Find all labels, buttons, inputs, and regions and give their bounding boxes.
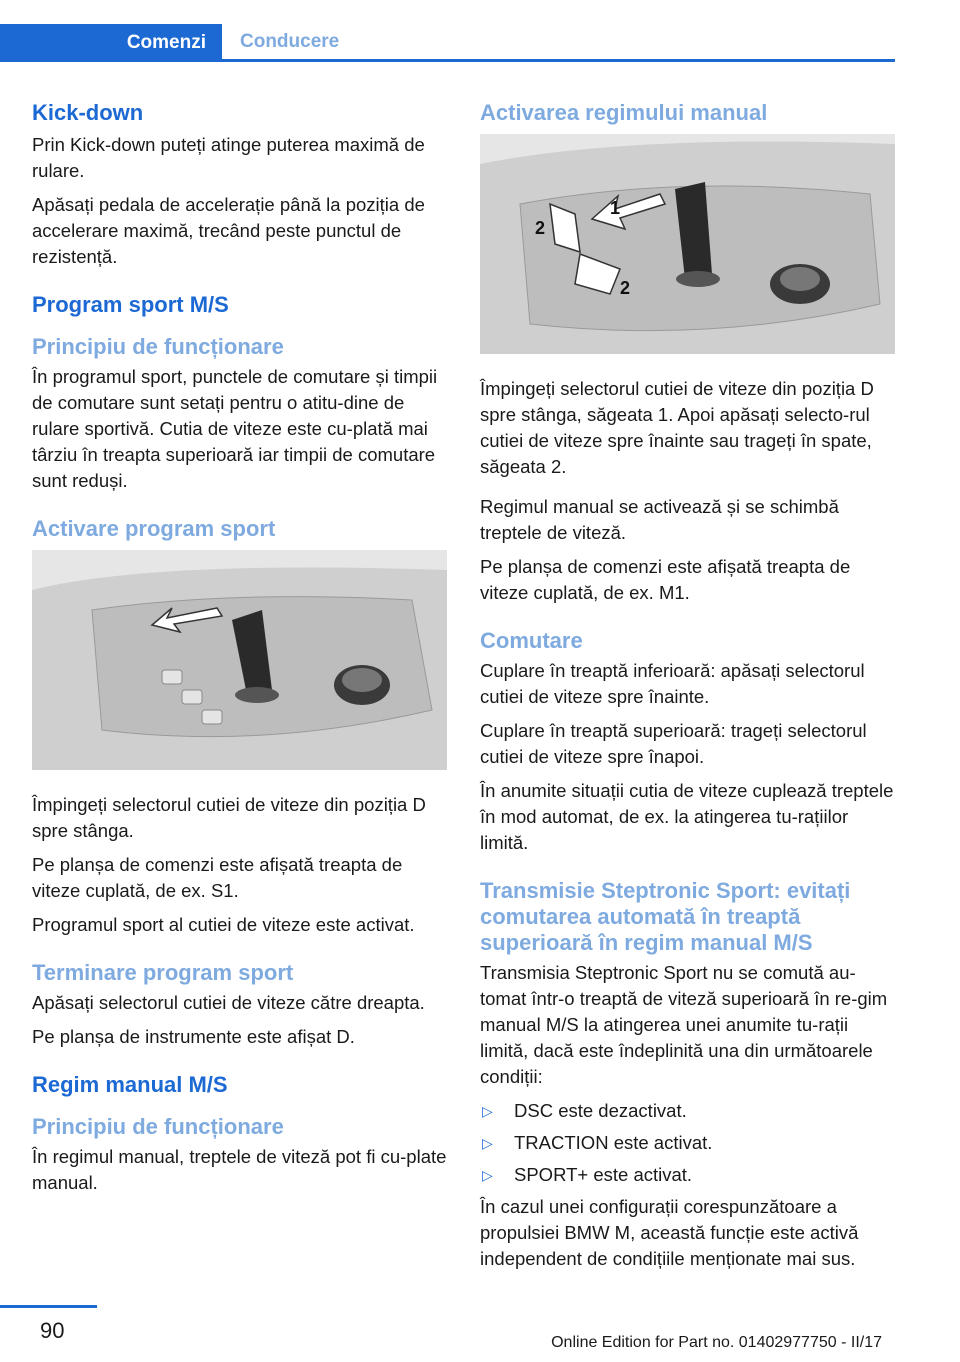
sport-activate-text-1: Împingeți selectorul cutiei de viteze din poziția D spre stânga.: [32, 794, 426, 841]
kickdown-text-2: Apăsați pedala de accelerație până la poziția de accelerare maximă, trecând peste punctul de rezistență.: [32, 194, 425, 267]
triangle-bullet-icon: ▷: [482, 1103, 493, 1119]
shift-heading: Comutare: [480, 628, 583, 653]
manual-principle-text: În regimul manual, treptele de viteză pot fi cu-plate manual.: [32, 1146, 447, 1193]
manual-activate-text-3: Pe planșa de comenzi este afișată treapta de viteze cuplată, de ex. M1.: [480, 556, 851, 603]
list-item-text: SPORT+ este activat.: [514, 1164, 693, 1185]
list-item-text: TRACTION este activat.: [514, 1132, 713, 1153]
page-number: 90: [40, 1318, 65, 1343]
list-item-text: DSC este dezactivat.: [514, 1100, 687, 1121]
gear-selector-manual-image: [480, 134, 895, 354]
sport-activate-text-2: Pe planșa de comenzi este afișată treapta de viteze cuplată, de ex. S1.: [32, 854, 403, 901]
header-rule: [0, 59, 895, 62]
manual-activate-text-1: Împingeți selectorul cutiei de viteze din poziția D spre stânga, săgeata 1. Apoi apăsați selecto-rul cutiei de viteze spre înainte sau trageți în spate, săgeata 2.: [480, 378, 874, 477]
conditions-list: [480, 1098, 897, 1188]
edition-text: Online Edition for Part no. 01402977750 - II/17: [551, 1334, 882, 1351]
sport-heading: Program sport M/S: [32, 292, 229, 317]
manual-principle-heading: Principiu de funcționare: [32, 1114, 284, 1139]
list-item: [480, 1098, 897, 1124]
header-tabs: [0, 24, 895, 62]
arrow-label-2a: 2: [535, 218, 546, 238]
shift-text-2: Cuplare în treaptă superioară: trageți selectorul cutiei de viteze spre înapoi.: [480, 720, 867, 767]
footer-rule: [0, 1305, 97, 1308]
sport-principle-text: În programul sport, punctele de comutare și timpii de comutare sunt setați pentru o atitu-dine de rulare sportivă. Cutia de viteze este cu-plată mai târziu în treapta superioară iar timpii de comutare sunt reduși.: [32, 366, 438, 491]
arrow-label-2b: 2: [620, 278, 631, 298]
manual-activate-heading: Activarea regimului manual: [480, 100, 768, 125]
gear-selector-sport-image: [32, 550, 447, 770]
sport-end-text-1: Apăsați selectorul cutiei de viteze către dreapta.: [32, 992, 425, 1013]
shift-text-3: În anumite situații cutia de viteze cuplează treptele în mod automat, de ex. la atingerea tu-rațiilor limită.: [480, 780, 894, 853]
triangle-bullet-icon: ▷: [482, 1167, 493, 1183]
arrow-label-1: 1: [610, 198, 621, 218]
triangle-bullet-icon: ▷: [482, 1135, 493, 1151]
list-item: [480, 1162, 897, 1188]
left-column: [32, 100, 449, 1204]
tab-comenzi[interactable]: Comenzi: [0, 24, 222, 62]
steptronic-text-2: În cazul unei configurații corespunzătoare a propulsiei BMW M, această funcție este activă independent de condițiile menționate mai sus.: [480, 1196, 859, 1269]
steptronic-text-1: Transmisia Steptronic Sport nu se comută au-tomat într-o treaptă de viteză superioară în re-gim manual M/S la atingerea unei anumite tu-rații limită, dacă este îndeplinită una din următoarele condiții:: [480, 962, 888, 1087]
shift-text-1: Cuplare în treaptă inferioară: apăsați selectorul cutiei de viteze spre înainte.: [480, 660, 865, 707]
sport-activate-heading: Activare program sport: [32, 516, 276, 541]
manual-heading: Regim manual M/S: [32, 1072, 228, 1097]
sport-end-heading: Terminare program sport: [32, 960, 294, 985]
tab-conducere[interactable]: Conducere: [240, 30, 340, 52]
sport-end-text-2: Pe planșa de instrumente este afișat D.: [32, 1026, 355, 1047]
kickdown-heading: Kick-down: [32, 100, 144, 125]
manual-activate-text-2: Regimul manual se activează și se schimbă treptele de viteză.: [480, 496, 839, 543]
sport-activate-text-3: Programul sport al cutiei de viteze este activat.: [32, 914, 415, 935]
steptronic-heading: Transmisie Steptronic Sport: evitați comutarea automată în treaptă superioară în regim manual M/S: [480, 878, 851, 955]
right-column: [480, 100, 897, 1280]
list-item: [480, 1130, 897, 1156]
kickdown-text-1: Prin Kick-down puteți atinge puterea maximă de rulare.: [32, 134, 425, 181]
sport-principle-heading: Principiu de funcționare: [32, 334, 284, 359]
